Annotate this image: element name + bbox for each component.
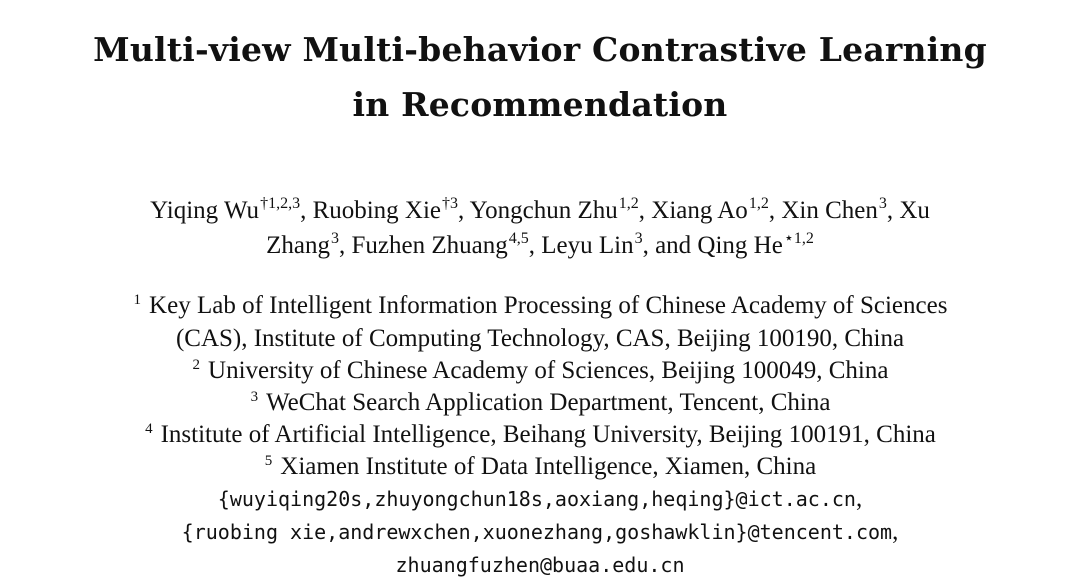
author-name: Yiqing Wu [150, 197, 260, 224]
affiliation-number: 2 [192, 357, 201, 373]
email-line-2 [0, 517, 1080, 547]
author-name: and Qing He [655, 232, 783, 259]
email-line-3 [0, 550, 1080, 580]
paper-title-line-2: in Recommendation [352, 85, 728, 124]
author-affiliation-marks: 1,2 [748, 195, 769, 212]
email-addresses-ict: {wuyiqing20s,zhuyongchun18s,aoxiang,heqing}@ict.ac.cn [217, 487, 856, 511]
author-name: Xiang Ao [651, 197, 748, 224]
author-affiliation-marks: 3 [634, 230, 643, 247]
email-comma: , [892, 518, 899, 545]
affiliation-number: 3 [250, 389, 259, 405]
affiliation-2 [0, 356, 1080, 389]
affiliation-text: Xiamen Institute of Data Intelligence, Xiamen, China [280, 453, 817, 480]
affiliation-text: University of Chinese Academy of Sciences, Beijing 100049, China [208, 357, 889, 384]
author-separator: , [458, 197, 470, 224]
affiliation-number: 5 [264, 453, 273, 469]
email-addresses-tencent: {ruobing xie,andrewxchen,xuonezhang,goshawklin}@tencent.com [181, 520, 893, 544]
author-separator: , [300, 197, 313, 224]
paper-title-line-1: Multi-view Multi-behavior Contrastive Learning [93, 30, 987, 69]
author-affiliation-marks: 4,5 [508, 230, 529, 247]
author-name: Yongchun Zhu [469, 197, 618, 224]
affiliation-5 [0, 452, 1080, 485]
email-line-1 [0, 484, 1080, 514]
author-separator: , [339, 232, 352, 259]
author-name: Ruobing Xie [312, 197, 442, 224]
affiliation-text: WeChat Search Application Department, Tencent, China [266, 389, 831, 416]
affiliation-1 [0, 291, 1080, 324]
author-separator: , [638, 197, 652, 224]
author-separator: , [886, 197, 900, 224]
affiliation-number: 1 [133, 292, 142, 308]
author-name: Leyu Lin [541, 232, 634, 259]
author-affiliation-marks: 1,2 [618, 195, 639, 212]
author-affiliation-marks: 3 [331, 230, 340, 247]
author-affiliation-marks: 3 [878, 195, 887, 212]
email-address-buaa: zhuangfuzhen@buaa.edu.cn [395, 553, 685, 577]
author-name: Xin Chen [781, 197, 878, 224]
affiliation-text: Institute of Artificial Intelligence, Beihang University, Beijing 100191, China [160, 421, 936, 448]
author-name: Zhang [266, 232, 331, 259]
author-name: Xu [899, 197, 930, 224]
email-comma: , [855, 485, 863, 512]
author-separator: , [768, 197, 782, 224]
affiliation-3 [0, 388, 1080, 421]
author-list-line-1 [0, 196, 1080, 229]
affiliation-text: Key Lab of Intelligent Information Processing of Chinese Academy of Sciences [149, 292, 948, 319]
author-affiliation-marks: †3 [442, 195, 459, 212]
author-separator: , [528, 232, 542, 259]
author-name: Fuzhen Zhuang [351, 232, 508, 259]
affiliation-1-continued [0, 324, 1080, 354]
affiliation-number: 4 [145, 421, 153, 437]
affiliation-text: (CAS), Institute of Computing Technology, CAS, Beijing 100190, China [175, 325, 905, 352]
author-list-line-2 [0, 231, 1080, 264]
affiliation-4 [0, 420, 1080, 453]
author-affiliation-marks: †1,2,3 [260, 195, 301, 212]
author-affiliation-marks: ⋆1,2 [783, 230, 814, 247]
author-separator: , [642, 232, 656, 259]
